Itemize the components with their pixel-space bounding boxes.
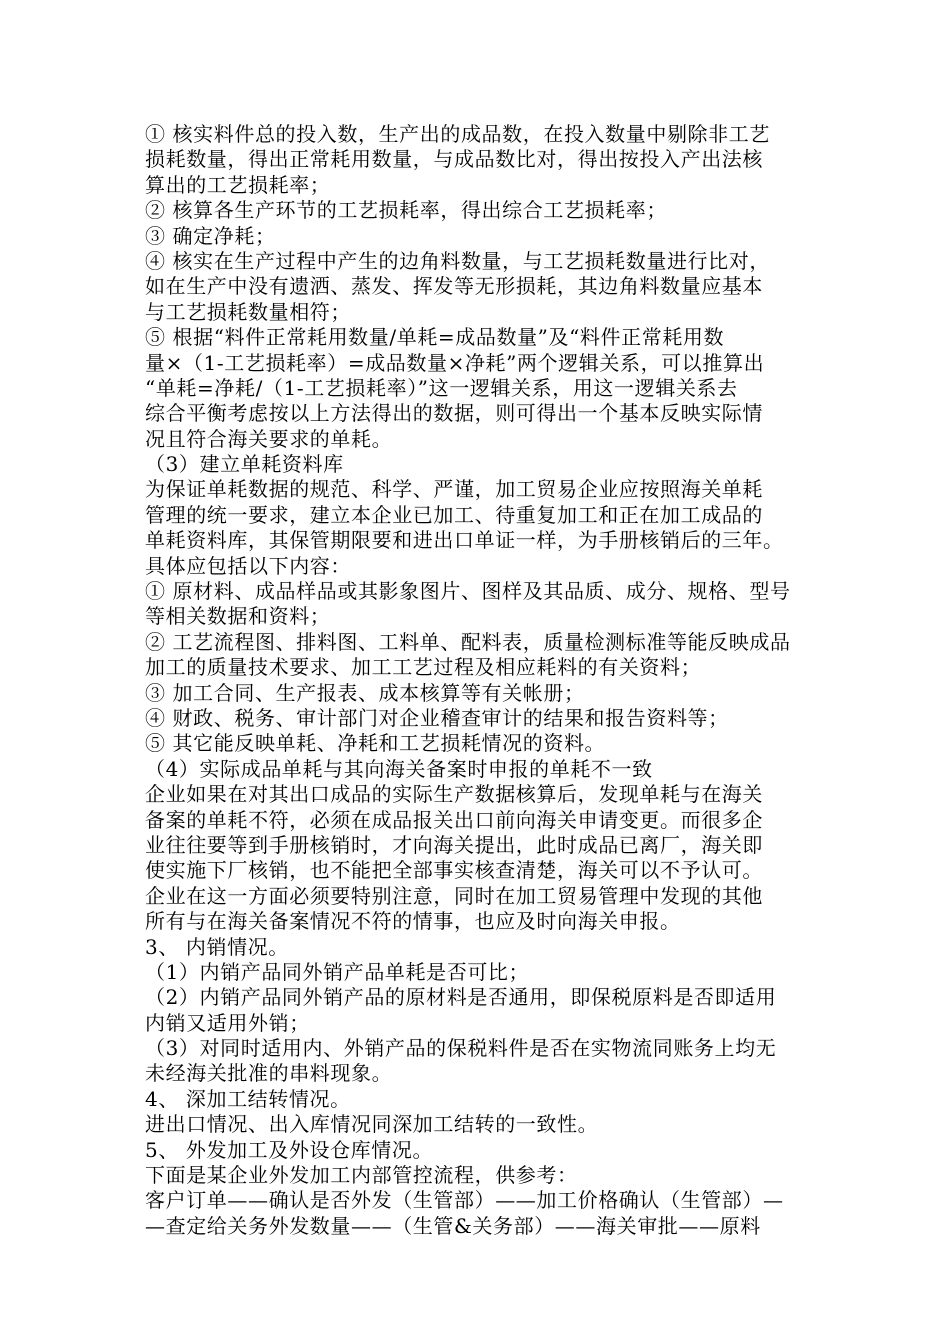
text-line: ① 原材料、成品样品或其影象图片、图样及其品质、成分、规格、型号 <box>145 579 791 604</box>
text-line: 3、 内销情况。 <box>145 934 289 959</box>
text-line: 单耗资料库，其保管期限要和进出口单证一样，为手册核销后的三年。 <box>145 528 784 553</box>
text-line: ② 工艺流程图、排料图、工料单、配料表，质量检测标准等能反映成品 <box>145 629 791 654</box>
text-line: ④ 核实在生产过程中产生的边角料数量，与工艺损耗数量进行比对， <box>145 248 770 273</box>
text-line: ① 核实料件总的投入数，生产出的成品数，在投入数量中剔除非工艺 <box>145 122 770 146</box>
text-line: 进出口情况、出入库情况同深加工结转的一致性。 <box>145 1112 599 1137</box>
text-line: 所有与在海关备案情况不符的情事，也应及时向海关申报。 <box>145 909 681 934</box>
text-line: ⑤ 其它能反映单耗、净耗和工艺损耗情况的资料。 <box>145 731 606 756</box>
text-line: （3）建立单耗资料库 <box>145 452 344 477</box>
text-line: 4、 深加工结转情况。 <box>145 1086 351 1111</box>
text-line: （3）对同时适用内、外销产品的保税料件是否在实物流同账务上均无 <box>145 1036 777 1061</box>
text-line: 算出的工艺损耗率； <box>145 172 331 197</box>
text-line: —查定给关务外发数量——（生管&关务部）——海关审批——原料 <box>145 1213 761 1238</box>
text-line: 况且符合海关要求的单耗。 <box>145 426 393 451</box>
document-body <box>145 122 820 1239</box>
text-line: 管理的统一要求，建立本企业已加工、待重复加工和正在加工成品的 <box>145 502 763 527</box>
text-line: ⑤ 根据“料件正常耗用数量/单耗=成品数量”及“料件正常耗用数 <box>145 325 725 350</box>
text-line: 使实施下厂核销，也不能把全部事实核查清楚，海关可以不予认可。 <box>145 858 763 883</box>
text-line: ② 核算各生产环节的工艺损耗率，得出综合工艺损耗率； <box>145 198 667 223</box>
text-line: 加工的质量技术要求、加工工艺过程及相应耗料的有关资料； <box>145 655 702 680</box>
text-line: 企业在这一方面必须要特别注意，同时在加工贸易管理中发现的其他 <box>145 883 763 908</box>
text-line: ③ 确定净耗； <box>145 223 276 248</box>
text-line: 下面是某企业外发加工内部管控流程，供参考： <box>145 1163 578 1188</box>
text-line: （1）内销产品同外销产品单耗是否可比； <box>145 959 530 984</box>
text-line: 企业如果在对其出口成品的实际生产数据核算后，发现单耗与在海关 <box>145 782 763 807</box>
text-line: 如在生产中没有遗洒、蒸发、挥发等无形损耗，其边角料数量应基本 <box>145 274 763 299</box>
text-line: （2）内销产品同外销产品的原材料是否通用，即保税原料是否即适用 <box>145 985 777 1010</box>
text-line: 为保证单耗数据的规范、科学、严谨，加工贸易企业应按照海关单耗 <box>145 477 763 502</box>
text-line: ③ 加工合同、生产报表、成本核算等有关帐册； <box>145 680 585 705</box>
text-line: 具体应包括以下内容： <box>145 553 351 578</box>
text-line: 内销又适用外销； <box>145 1010 310 1035</box>
text-line: “单耗=净耗/（1-工艺损耗率）”这一逻辑关系，用这一逻辑关系去 <box>145 375 738 400</box>
text-line: 备案的单耗不符，必须在成品报关出口前向海关申请变更。而很多企 <box>145 807 763 832</box>
text-line: 综合平衡考虑按以上方法得出的数据，则可得出一个基本反映实际情 <box>145 401 763 426</box>
text-line: （4）实际成品单耗与其向海关备案时申报的单耗不一致 <box>145 756 653 781</box>
text-line: 损耗数量，得出正常耗用数量，与成品数比对，得出按投入产出法核 <box>145 147 763 172</box>
text-line: 与工艺损耗数量相符； <box>145 299 351 324</box>
text-line: 未经海关批准的串料现象。 <box>145 1061 393 1086</box>
text-line: 量×（1-工艺损耗率）=成品数量×净耗”两个逻辑关系，可以推算出 <box>145 350 765 375</box>
text-line: 客户订单——确认是否外发（生管部）——加工价格确认（生管部）— <box>145 1188 784 1213</box>
text-line: 业往往要等到手册核销时，才向海关提出，此时成品已离厂，海关即 <box>145 832 763 857</box>
text-line: 5、 外发加工及外设仓库情况。 <box>145 1137 434 1162</box>
text-line: ④ 财政、税务、审计部门对企业稽查审计的结果和报告资料等； <box>145 705 729 730</box>
text-line: 等相关数据和资料； <box>145 604 331 629</box>
